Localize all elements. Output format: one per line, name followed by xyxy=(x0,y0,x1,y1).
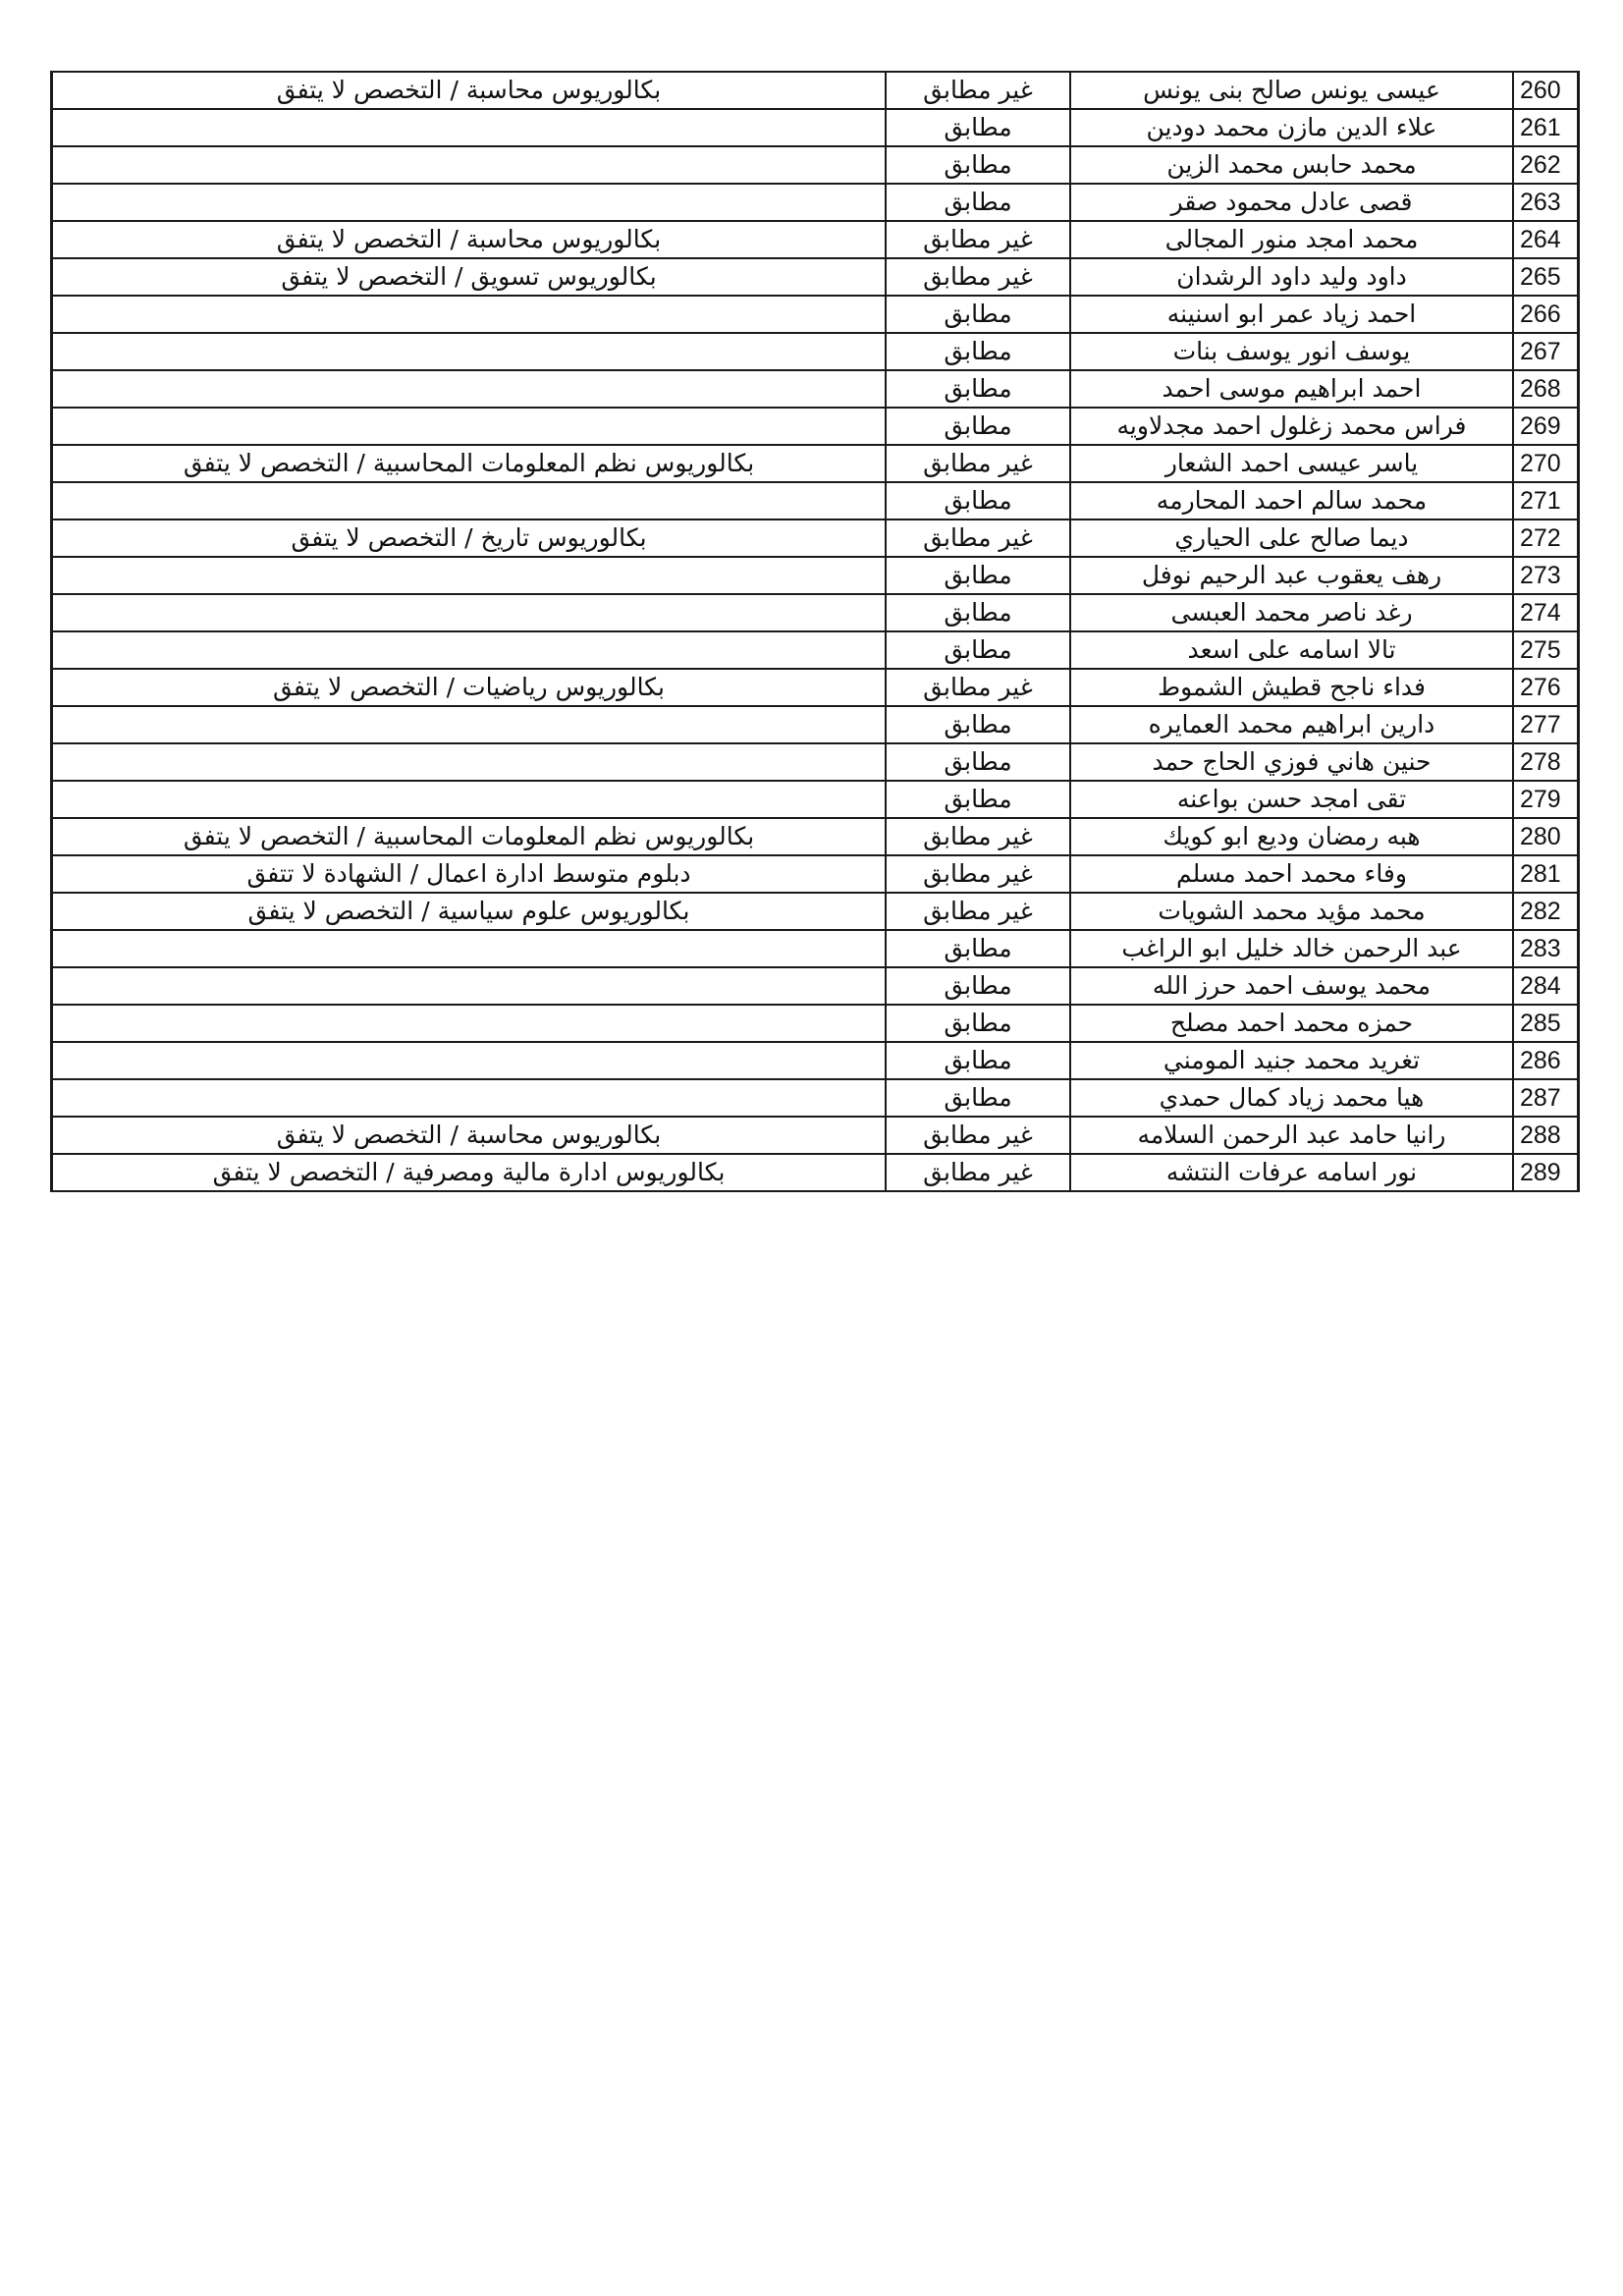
row-number-cell: 271 xyxy=(1513,482,1579,519)
table-row xyxy=(52,930,1579,967)
table-row xyxy=(52,855,1579,893)
match-status-cell: مطابق xyxy=(886,557,1070,594)
match-status-cell: مطابق xyxy=(886,967,1070,1005)
table-row xyxy=(52,296,1579,333)
table-row xyxy=(52,370,1579,408)
applicant-name-cell: محمد سالم احمد المحارمه xyxy=(1070,482,1513,519)
match-status-cell: غير مطابق xyxy=(886,1154,1070,1191)
applicant-name-cell: هبه رمضان وديع ابو كويك xyxy=(1070,818,1513,855)
qualification-note-cell xyxy=(52,1042,887,1079)
qualification-note-cell xyxy=(52,706,887,743)
qualification-note-cell xyxy=(52,296,887,333)
applicant-name-cell: تالا اسامه على اسعد xyxy=(1070,631,1513,669)
applicants-table-body xyxy=(52,72,1579,1191)
row-number-cell: 270 xyxy=(1513,445,1579,482)
applicant-name-cell: رانيا حامد عبد الرحمن السلامه xyxy=(1070,1117,1513,1154)
match-status-cell: مطابق xyxy=(886,631,1070,669)
row-number-cell: 272 xyxy=(1513,519,1579,557)
row-number-cell: 264 xyxy=(1513,221,1579,258)
row-number-cell: 282 xyxy=(1513,893,1579,930)
qualification-note-cell xyxy=(52,743,887,781)
applicant-name-cell: داود وليد داود الرشدان xyxy=(1070,258,1513,296)
row-number-cell: 284 xyxy=(1513,967,1579,1005)
match-status-cell: مطابق xyxy=(886,594,1070,631)
match-status-cell: مطابق xyxy=(886,408,1070,445)
match-status-cell: مطابق xyxy=(886,743,1070,781)
match-status-cell: مطابق xyxy=(886,296,1070,333)
match-status-cell: غير مطابق xyxy=(886,669,1070,706)
row-number-cell: 263 xyxy=(1513,184,1579,221)
table-row xyxy=(52,519,1579,557)
match-status-cell: مطابق xyxy=(886,1042,1070,1079)
applicant-name-cell: رهف يعقوب عبد الرحيم نوفل xyxy=(1070,557,1513,594)
table-row xyxy=(52,482,1579,519)
qualification-note-cell xyxy=(52,594,887,631)
row-number-cell: 286 xyxy=(1513,1042,1579,1079)
qualification-note-cell: بكالوريوس محاسبة / التخصص لا يتفق xyxy=(52,72,887,109)
table-row xyxy=(52,557,1579,594)
table-row xyxy=(52,408,1579,445)
table-row xyxy=(52,631,1579,669)
qualification-note-cell xyxy=(52,930,887,967)
applicant-name-cell: احمد ابراهيم موسى احمد xyxy=(1070,370,1513,408)
applicant-name-cell: دارين ابراهيم محمد العمايره xyxy=(1070,706,1513,743)
match-status-cell: مطابق xyxy=(886,706,1070,743)
row-number-cell: 277 xyxy=(1513,706,1579,743)
row-number-cell: 283 xyxy=(1513,930,1579,967)
qualification-note-cell: بكالوريوس نظم المعلومات المحاسبية / التخصص لا يتفق xyxy=(52,445,887,482)
applicant-name-cell: حنين هاني فوزي الحاج حمد xyxy=(1070,743,1513,781)
table-row xyxy=(52,146,1579,184)
qualification-note-cell: بكالوريوس ادارة مالية ومصرفية / التخصص لا يتفق xyxy=(52,1154,887,1191)
row-number-cell: 262 xyxy=(1513,146,1579,184)
table-row xyxy=(52,743,1579,781)
match-status-cell: غير مطابق xyxy=(886,72,1070,109)
qualification-note-cell: دبلوم متوسط ادارة اعمال / الشهادة لا تتفق xyxy=(52,855,887,893)
table-row xyxy=(52,72,1579,109)
table-row xyxy=(52,1117,1579,1154)
table-row xyxy=(52,1154,1579,1191)
match-status-cell: مطابق xyxy=(886,1005,1070,1042)
qualification-note-cell xyxy=(52,1005,887,1042)
qualification-note-cell: بكالوريوس رياضيات / التخصص لا يتفق xyxy=(52,669,887,706)
applicant-name-cell: ديما صالح على الحياري xyxy=(1070,519,1513,557)
applicant-name-cell: هيا محمد زياد كمال حمدي xyxy=(1070,1079,1513,1117)
qualification-note-cell: بكالوريوس نظم المعلومات المحاسبية / التخصص لا يتفق xyxy=(52,818,887,855)
row-number-cell: 273 xyxy=(1513,557,1579,594)
match-status-cell: غير مطابق xyxy=(886,1117,1070,1154)
applicant-name-cell: عبد الرحمن خالد خليل ابو الراغب xyxy=(1070,930,1513,967)
qualification-note-cell xyxy=(52,370,887,408)
row-number-cell: 260 xyxy=(1513,72,1579,109)
row-number-cell: 274 xyxy=(1513,594,1579,631)
applicant-name-cell: يوسف انور يوسف بنات xyxy=(1070,333,1513,370)
match-status-cell: مطابق xyxy=(886,184,1070,221)
table-row xyxy=(52,893,1579,930)
row-number-cell: 285 xyxy=(1513,1005,1579,1042)
table-row xyxy=(52,1079,1579,1117)
applicant-name-cell: تغريد محمد جنيد المومني xyxy=(1070,1042,1513,1079)
row-number-cell: 269 xyxy=(1513,408,1579,445)
qualification-note-cell: بكالوريوس محاسبة / التخصص لا يتفق xyxy=(52,221,887,258)
applicant-name-cell: رغد ناصر محمد العبسى xyxy=(1070,594,1513,631)
applicant-name-cell: فراس محمد زغلول احمد مجدلاويه xyxy=(1070,408,1513,445)
qualification-note-cell xyxy=(52,781,887,818)
match-status-cell: غير مطابق xyxy=(886,258,1070,296)
qualification-note-cell: بكالوريوس محاسبة / التخصص لا يتفق xyxy=(52,1117,887,1154)
qualification-note-cell: بكالوريوس علوم سياسية / التخصص لا يتفق xyxy=(52,893,887,930)
applicant-name-cell: علاء الدين مازن محمد دودين xyxy=(1070,109,1513,146)
row-number-cell: 276 xyxy=(1513,669,1579,706)
table-row xyxy=(52,445,1579,482)
match-status-cell: غير مطابق xyxy=(886,519,1070,557)
row-number-cell: 288 xyxy=(1513,1117,1579,1154)
table-row xyxy=(52,669,1579,706)
match-status-cell: غير مطابق xyxy=(886,221,1070,258)
applicant-name-cell: فداء ناجح قطيش الشموط xyxy=(1070,669,1513,706)
applicant-name-cell: محمد حابس محمد الزين xyxy=(1070,146,1513,184)
applicant-name-cell: قصى عادل محمود صقر xyxy=(1070,184,1513,221)
table-row xyxy=(52,333,1579,370)
qualification-note-cell xyxy=(52,184,887,221)
match-status-cell: مطابق xyxy=(886,930,1070,967)
table-row xyxy=(52,781,1579,818)
match-status-cell: غير مطابق xyxy=(886,818,1070,855)
applicant-name-cell: ياسر عيسى احمد الشعار xyxy=(1070,445,1513,482)
qualification-note-cell xyxy=(52,631,887,669)
match-status-cell: مطابق xyxy=(886,1079,1070,1117)
applicant-name-cell: نور اسامه عرفات النتشه xyxy=(1070,1154,1513,1191)
applicant-name-cell: محمد مؤيد محمد الشويات xyxy=(1070,893,1513,930)
applicant-name-cell: وفاء محمد احمد مسلم xyxy=(1070,855,1513,893)
row-number-cell: 261 xyxy=(1513,109,1579,146)
match-status-cell: مطابق xyxy=(886,781,1070,818)
row-number-cell: 265 xyxy=(1513,258,1579,296)
match-status-cell: مطابق xyxy=(886,109,1070,146)
qualification-note-cell xyxy=(52,482,887,519)
table-row xyxy=(52,221,1579,258)
qualification-note-cell: بكالوريوس تسويق / التخصص لا يتفق xyxy=(52,258,887,296)
match-status-cell: غير مطابق xyxy=(886,893,1070,930)
applicant-name-cell: محمد امجد منور المجالى xyxy=(1070,221,1513,258)
table-row xyxy=(52,1005,1579,1042)
row-number-cell: 266 xyxy=(1513,296,1579,333)
qualification-note-cell xyxy=(52,1079,887,1117)
table-row xyxy=(52,967,1579,1005)
table-row xyxy=(52,818,1579,855)
row-number-cell: 289 xyxy=(1513,1154,1579,1191)
match-status-cell: مطابق xyxy=(886,482,1070,519)
qualification-note-cell: بكالوريوس تاريخ / التخصص لا يتفق xyxy=(52,519,887,557)
row-number-cell: 279 xyxy=(1513,781,1579,818)
qualification-note-cell xyxy=(52,557,887,594)
table-row xyxy=(52,1042,1579,1079)
table-row xyxy=(52,109,1579,146)
qualification-note-cell xyxy=(52,333,887,370)
table-row xyxy=(52,706,1579,743)
applicant-name-cell: عيسى يونس صالح بنى يونس xyxy=(1070,72,1513,109)
row-number-cell: 268 xyxy=(1513,370,1579,408)
applicant-name-cell: حمزه محمد احمد مصلح xyxy=(1070,1005,1513,1042)
applicant-name-cell: محمد يوسف احمد حرز الله xyxy=(1070,967,1513,1005)
row-number-cell: 281 xyxy=(1513,855,1579,893)
match-status-cell: مطابق xyxy=(886,333,1070,370)
applicants-table xyxy=(50,71,1580,1192)
table-row xyxy=(52,184,1579,221)
row-number-cell: 287 xyxy=(1513,1079,1579,1117)
qualification-note-cell xyxy=(52,967,887,1005)
applicant-name-cell: احمد زياد عمر ابو اسنينه xyxy=(1070,296,1513,333)
row-number-cell: 280 xyxy=(1513,818,1579,855)
match-status-cell: غير مطابق xyxy=(886,855,1070,893)
qualification-note-cell xyxy=(52,408,887,445)
row-number-cell: 267 xyxy=(1513,333,1579,370)
match-status-cell: غير مطابق xyxy=(886,445,1070,482)
row-number-cell: 278 xyxy=(1513,743,1579,781)
row-number-cell: 275 xyxy=(1513,631,1579,669)
qualification-note-cell xyxy=(52,146,887,184)
table-row xyxy=(52,594,1579,631)
match-status-cell: مطابق xyxy=(886,146,1070,184)
table-row xyxy=(52,258,1579,296)
match-status-cell: مطابق xyxy=(886,370,1070,408)
qualification-note-cell xyxy=(52,109,887,146)
applicant-name-cell: تقى امجد حسن بواعنه xyxy=(1070,781,1513,818)
